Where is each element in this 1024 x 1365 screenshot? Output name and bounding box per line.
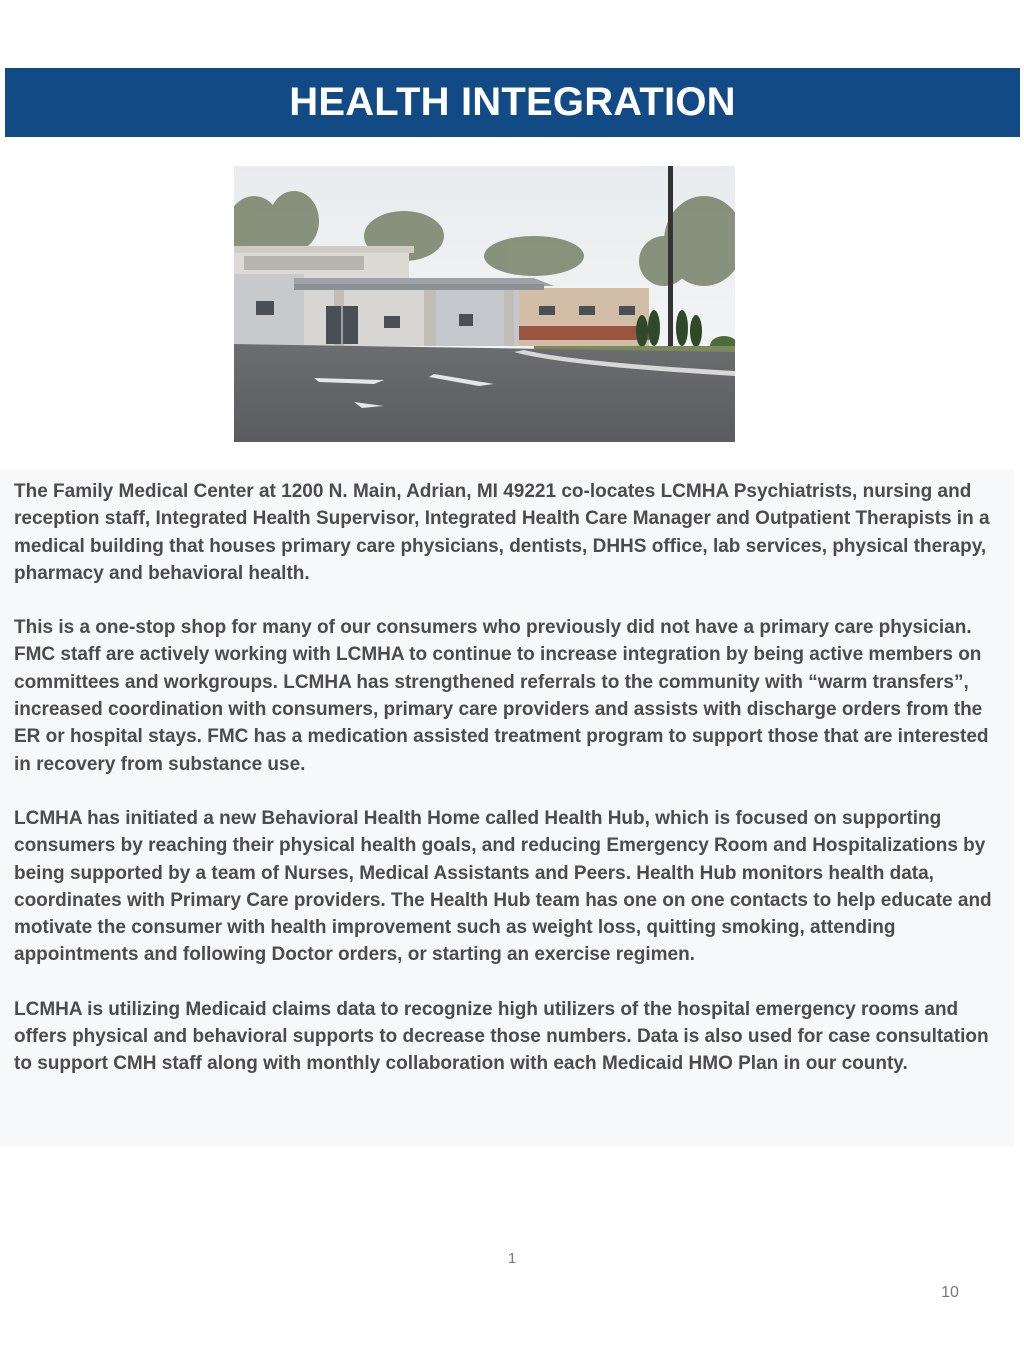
paragraph-fmc: The Family Medical Center at 1200 N. Main, Adrian, MI 49221 co-locates LCMHA Psychiatrists, nursing and reception staff, Integrated Health Supervisor, Integrated Health Care Manager and Outpatient Therapists in a medical building that houses primary care physicians, dentists, DHHS office, lab services, physical therapy, pharmacy and behavioral health. <box>14 481 990 584</box>
building-photo <box>234 166 735 442</box>
page-number-center: 1 <box>507 1250 517 1267</box>
paragraph-health-hub: LCMHA has initiated a new Behavioral Health Home called Health Hub, which is focused on supporting consumers by reaching their physical health goals, and reducing Emergency Room and Hospitalizations by being supported by a team of Nurses, Medical Assistants and Peers. Health Hub monitors health data, coordinates with Primary Care providers. The Health Hub team has one on one contacts to help educate and motivate the consumer with health improvement such as weight loss, quitting smoking, attending appointments and following Doctor orders, or starting an exercise regimen. <box>14 807 992 966</box>
paragraph-one-stop-shop: This is a one-stop shop for many of our consumers who previously did not have a primary care physician. FMC staff are actively working with LCMHA to continue to increase integration by being active members on committees and workgroups. LCMHA has strengthened referrals to the community with “warm transfers”, increased coordination with consumers, primary care providers and assists with discharge orders from the ER or hospital stays. FMC has a medication assisted treatment program to support those that are interested in recovery from substance use. <box>14 617 989 775</box>
title-banner <box>5 68 1020 137</box>
page-number-right: 10 <box>941 1284 959 1301</box>
page-title: HEALTH INTEGRATION <box>289 80 736 124</box>
body-content <box>0 470 1014 1146</box>
paragraph-medicaid-claims: LCMHA is utilizing Medicaid claims data to recognize high utilizers of the hospital emergency rooms and offers physical and behavioral supports to decrease those numbers. Data is also used for case consultation to support CMH staff along with monthly collaboration with each Medicaid HMO Plan in our county. <box>14 998 989 1075</box>
